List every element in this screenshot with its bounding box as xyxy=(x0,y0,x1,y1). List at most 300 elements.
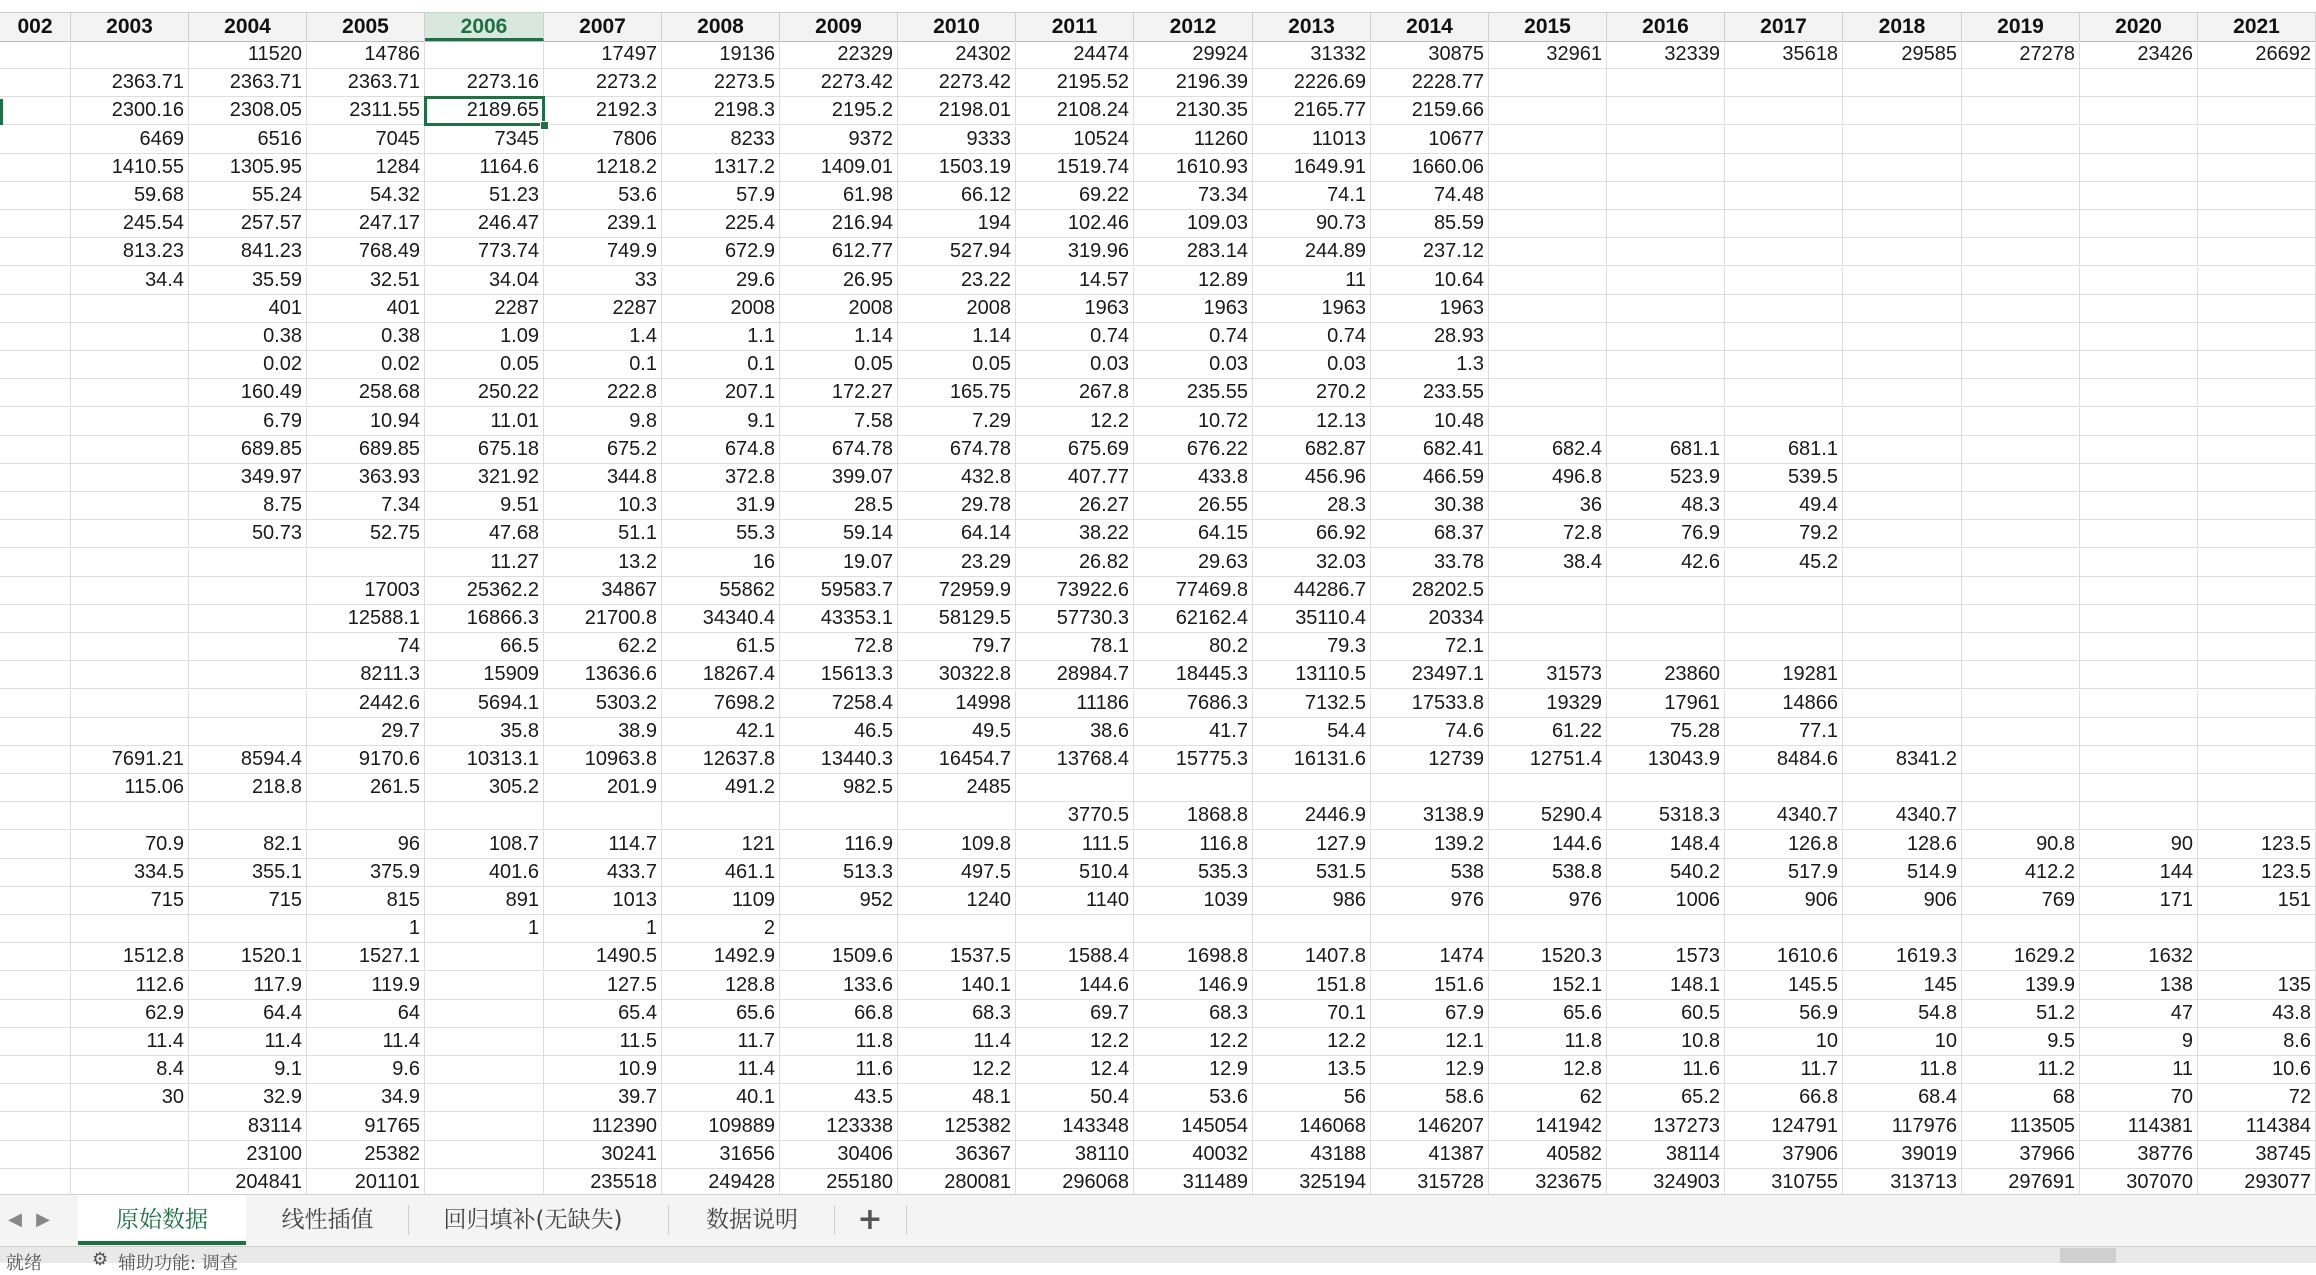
cell[interactable]: 11.7 xyxy=(1725,1056,1843,1084)
cell[interactable]: 25362.2 xyxy=(425,577,544,605)
cell[interactable]: 407.77 xyxy=(1016,464,1134,492)
cell[interactable] xyxy=(71,549,189,577)
cell[interactable]: 1.14 xyxy=(780,323,898,351)
cell[interactable]: 313713 xyxy=(1843,1169,1962,1197)
cell[interactable]: 74.1 xyxy=(1253,182,1371,210)
cell[interactable]: 952 xyxy=(780,887,898,915)
cell[interactable]: 1629.2 xyxy=(1962,943,2080,971)
tab-scroll-right-icon[interactable]: ▶ xyxy=(36,1209,50,1230)
cell[interactable] xyxy=(2080,802,2198,830)
cell[interactable]: 510.4 xyxy=(1016,859,1134,887)
normal-view-button[interactable] xyxy=(2060,1248,2116,1263)
cell[interactable] xyxy=(1962,492,2080,520)
cell[interactable] xyxy=(2198,774,2316,802)
cell[interactable]: 2226.69 xyxy=(1253,69,1371,97)
cell[interactable]: 8594.4 xyxy=(189,746,307,774)
cell[interactable] xyxy=(1725,267,1843,295)
cell[interactable]: 682.87 xyxy=(1253,436,1371,464)
cell[interactable]: 139.2 xyxy=(1371,831,1489,859)
cell[interactable]: 109889 xyxy=(662,1113,780,1141)
cell[interactable]: 138 xyxy=(2080,972,2198,1000)
cell[interactable]: 1409.01 xyxy=(780,154,898,182)
cell[interactable]: 10.6 xyxy=(2198,1056,2316,1084)
cell[interactable]: 1317.2 xyxy=(662,154,780,182)
cell[interactable] xyxy=(1725,69,1843,97)
cell[interactable] xyxy=(1962,520,2080,548)
cell[interactable] xyxy=(1607,351,1725,379)
cell[interactable]: 77469.8 xyxy=(1134,577,1253,605)
cell[interactable]: 66.8 xyxy=(1725,1084,1843,1112)
cell[interactable] xyxy=(1725,126,1843,154)
cell[interactable]: 29924 xyxy=(1134,41,1253,69)
cell[interactable]: 2442.6 xyxy=(307,690,425,718)
cell[interactable]: 194 xyxy=(898,210,1016,238)
cell[interactable] xyxy=(1489,126,1607,154)
cell[interactable] xyxy=(2198,154,2316,182)
cell[interactable]: 11260 xyxy=(1134,126,1253,154)
cell[interactable]: 34.9 xyxy=(307,1084,425,1112)
cell[interactable] xyxy=(1725,238,1843,266)
cell[interactable] xyxy=(1489,577,1607,605)
cell[interactable]: 255180 xyxy=(780,1169,898,1197)
cell[interactable] xyxy=(0,154,71,182)
column-header[interactable]: 2005 xyxy=(307,13,425,41)
cell[interactable]: 12739 xyxy=(1371,746,1489,774)
cell[interactable]: 61.22 xyxy=(1489,718,1607,746)
cell[interactable]: 141942 xyxy=(1489,1113,1607,1141)
cell[interactable] xyxy=(2080,295,2198,323)
cell[interactable]: 69.22 xyxy=(1016,182,1134,210)
cell[interactable]: 68 xyxy=(1962,1084,2080,1112)
cell[interactable]: 0.74 xyxy=(1016,323,1134,351)
cell[interactable] xyxy=(2198,351,2316,379)
tab-data-description[interactable]: 数据说明 xyxy=(706,1207,798,1233)
cell[interactable] xyxy=(2198,690,2316,718)
cell[interactable]: 13440.3 xyxy=(780,746,898,774)
cell[interactable]: 65.6 xyxy=(662,1000,780,1028)
cell[interactable]: 96 xyxy=(307,831,425,859)
cell[interactable] xyxy=(1843,520,1962,548)
cell[interactable]: 250.22 xyxy=(425,379,544,407)
cell[interactable]: 114384 xyxy=(2198,1113,2316,1141)
cell[interactable] xyxy=(1962,379,2080,407)
cell[interactable] xyxy=(2198,182,2316,210)
cell[interactable]: 1573 xyxy=(1607,943,1725,971)
cell[interactable] xyxy=(2080,605,2198,633)
cell[interactable]: 2195.2 xyxy=(780,97,898,125)
cell[interactable]: 9.1 xyxy=(662,408,780,436)
cell[interactable]: 13768.4 xyxy=(1016,746,1134,774)
cell[interactable] xyxy=(1962,323,2080,351)
cell[interactable]: 5303.2 xyxy=(544,690,662,718)
cell[interactable]: 11.4 xyxy=(662,1056,780,1084)
cell[interactable]: 102.46 xyxy=(1016,210,1134,238)
cell[interactable]: 675.69 xyxy=(1016,436,1134,464)
cell[interactable] xyxy=(2080,520,2198,548)
cell[interactable] xyxy=(1843,323,1962,351)
cell[interactable]: 2196.39 xyxy=(1134,69,1253,97)
cell[interactable]: 59.14 xyxy=(780,520,898,548)
cell[interactable]: 16866.3 xyxy=(425,605,544,633)
cell[interactable]: 689.85 xyxy=(189,436,307,464)
cell[interactable]: 7345 xyxy=(425,126,544,154)
cell[interactable] xyxy=(1843,718,1962,746)
cell[interactable] xyxy=(0,718,71,746)
cell[interactable]: 10.3 xyxy=(544,492,662,520)
cell[interactable]: 70 xyxy=(2080,1084,2198,1112)
cell[interactable]: 9.1 xyxy=(189,1056,307,1084)
cell[interactable] xyxy=(1962,718,2080,746)
cell[interactable] xyxy=(189,718,307,746)
cell[interactable]: 1868.8 xyxy=(1134,802,1253,830)
cell[interactable]: 29.63 xyxy=(1134,549,1253,577)
cell[interactable]: 715 xyxy=(189,887,307,915)
cell[interactable]: 28.3 xyxy=(1253,492,1371,520)
cell[interactable]: 116.9 xyxy=(780,831,898,859)
cell[interactable] xyxy=(1843,182,1962,210)
cell[interactable]: 3770.5 xyxy=(1016,802,1134,830)
cell[interactable]: 28.5 xyxy=(780,492,898,520)
cell[interactable]: 67.9 xyxy=(1371,1000,1489,1028)
cell[interactable] xyxy=(0,1169,71,1197)
cell[interactable]: 29.6 xyxy=(662,267,780,295)
cell[interactable] xyxy=(0,1056,71,1084)
cell[interactable]: 126.8 xyxy=(1725,831,1843,859)
cell[interactable] xyxy=(71,1113,189,1141)
cell[interactable]: 0.74 xyxy=(1134,323,1253,351)
column-header[interactable]: 2018 xyxy=(1843,13,1962,41)
cell[interactable]: 143348 xyxy=(1016,1113,1134,1141)
column-header[interactable]: 2014 xyxy=(1371,13,1489,41)
cell[interactable]: 26692 xyxy=(2198,41,2316,69)
cell[interactable]: 2008 xyxy=(662,295,780,323)
tab-regression-fill[interactable]: 回归填补(无缺失) xyxy=(443,1207,623,1233)
cell[interactable] xyxy=(1843,351,1962,379)
cell[interactable]: 247.17 xyxy=(307,210,425,238)
cell[interactable]: 715 xyxy=(71,887,189,915)
cell[interactable]: 1109 xyxy=(662,887,780,915)
cell[interactable] xyxy=(1962,238,2080,266)
cell[interactable]: 319.96 xyxy=(1016,238,1134,266)
cell[interactable] xyxy=(0,492,71,520)
cell[interactable]: 535.3 xyxy=(1134,859,1253,887)
cell[interactable]: 349.97 xyxy=(189,464,307,492)
cell[interactable] xyxy=(0,182,71,210)
cell[interactable]: 160.49 xyxy=(189,379,307,407)
cell[interactable]: 257.57 xyxy=(189,210,307,238)
cell[interactable] xyxy=(425,1056,544,1084)
cell[interactable]: 0.05 xyxy=(780,351,898,379)
cell[interactable]: 47 xyxy=(2080,1000,2198,1028)
cell[interactable]: 90.73 xyxy=(1253,210,1371,238)
cell[interactable]: 531.5 xyxy=(1253,859,1371,887)
cell[interactable]: 12.2 xyxy=(1253,1028,1371,1056)
cell[interactable] xyxy=(1725,323,1843,351)
cell[interactable]: 6.79 xyxy=(189,408,307,436)
cell[interactable]: 1527.1 xyxy=(307,943,425,971)
cell[interactable]: 2311.55 xyxy=(307,97,425,125)
cell[interactable] xyxy=(1489,915,1607,943)
cell[interactable]: 145054 xyxy=(1134,1113,1253,1141)
cell[interactable]: 2192.3 xyxy=(544,97,662,125)
cell[interactable]: 12.2 xyxy=(1016,1028,1134,1056)
cell[interactable]: 31.9 xyxy=(662,492,780,520)
cell[interactable]: 17003 xyxy=(307,577,425,605)
cell[interactable]: 14.57 xyxy=(1016,267,1134,295)
cell[interactable]: 64.15 xyxy=(1134,520,1253,548)
cell[interactable]: 1474 xyxy=(1371,943,1489,971)
cell[interactable]: 401 xyxy=(189,295,307,323)
cell[interactable]: 45.2 xyxy=(1725,549,1843,577)
cell[interactable]: 43353.1 xyxy=(780,605,898,633)
cell[interactable]: 51.2 xyxy=(1962,1000,2080,1028)
cell[interactable] xyxy=(189,633,307,661)
cell[interactable]: 11 xyxy=(1253,267,1371,295)
cell[interactable] xyxy=(2080,492,2198,520)
cell[interactable] xyxy=(189,549,307,577)
cell[interactable]: 116.8 xyxy=(1134,831,1253,859)
cell[interactable]: 11013 xyxy=(1253,126,1371,154)
cell[interactable]: 5290.4 xyxy=(1489,802,1607,830)
cell[interactable]: 72.8 xyxy=(1489,520,1607,548)
cell[interactable]: 538.8 xyxy=(1489,859,1607,887)
cell[interactable]: 399.07 xyxy=(780,464,898,492)
cell[interactable]: 52.75 xyxy=(307,520,425,548)
cell[interactable]: 1284 xyxy=(307,154,425,182)
cell[interactable] xyxy=(1962,774,2080,802)
cell[interactable]: 235518 xyxy=(544,1169,662,1197)
cell[interactable] xyxy=(1962,182,2080,210)
cell[interactable] xyxy=(71,464,189,492)
cell[interactable]: 32.03 xyxy=(1253,549,1371,577)
page-break-view-button[interactable] xyxy=(2200,1248,2256,1263)
cell[interactable]: 0.38 xyxy=(307,323,425,351)
cell[interactable]: 30.38 xyxy=(1371,492,1489,520)
cell[interactable]: 40582 xyxy=(1489,1141,1607,1169)
cell[interactable] xyxy=(2080,408,2198,436)
cell[interactable]: 11.2 xyxy=(1962,1056,2080,1084)
cell[interactable]: 10.48 xyxy=(1371,408,1489,436)
cell[interactable]: 0.38 xyxy=(189,323,307,351)
cell[interactable]: 2108.24 xyxy=(1016,97,1134,125)
cell[interactable] xyxy=(0,267,71,295)
cell[interactable] xyxy=(780,915,898,943)
cell[interactable]: 2198.01 xyxy=(898,97,1016,125)
cell[interactable] xyxy=(307,802,425,830)
cell[interactable]: 8341.2 xyxy=(1843,746,1962,774)
cell[interactable]: 539.5 xyxy=(1725,464,1843,492)
cell[interactable]: 23497.1 xyxy=(1371,661,1489,689)
cell[interactable]: 9333 xyxy=(898,126,1016,154)
cell[interactable]: 56 xyxy=(1253,1084,1371,1112)
cell[interactable]: 139.9 xyxy=(1962,972,2080,1000)
cell[interactable]: 7132.5 xyxy=(1253,690,1371,718)
cell[interactable] xyxy=(1725,295,1843,323)
cell[interactable]: 21700.8 xyxy=(544,605,662,633)
cell[interactable]: 124791 xyxy=(1725,1113,1843,1141)
cell[interactable] xyxy=(2198,661,2316,689)
cell[interactable]: 2363.71 xyxy=(189,69,307,97)
column-header[interactable]: 2004 xyxy=(189,13,307,41)
cell[interactable]: 65.2 xyxy=(1607,1084,1725,1112)
cell[interactable]: 144.6 xyxy=(1489,831,1607,859)
cell[interactable]: 148.1 xyxy=(1607,972,1725,1000)
cell[interactable]: 681.1 xyxy=(1607,436,1725,464)
cell[interactable]: 5694.1 xyxy=(425,690,544,718)
cell[interactable]: 10.9 xyxy=(544,1056,662,1084)
cell[interactable]: 12.13 xyxy=(1253,408,1371,436)
cell[interactable]: 527.94 xyxy=(898,238,1016,266)
cell[interactable]: 5318.3 xyxy=(1607,802,1725,830)
cell[interactable]: 1.09 xyxy=(425,323,544,351)
cell[interactable]: 2273.5 xyxy=(662,69,780,97)
cell[interactable]: 30406 xyxy=(780,1141,898,1169)
cell[interactable] xyxy=(0,295,71,323)
cell[interactable] xyxy=(71,492,189,520)
cell[interactable]: 513.3 xyxy=(780,859,898,887)
cell[interactable] xyxy=(425,1169,544,1197)
cell[interactable] xyxy=(1607,323,1725,351)
cell[interactable] xyxy=(71,436,189,464)
cell[interactable]: 1698.8 xyxy=(1134,943,1253,971)
cell[interactable]: 38.9 xyxy=(544,718,662,746)
cell[interactable]: 73922.6 xyxy=(1016,577,1134,605)
cell[interactable]: 325194 xyxy=(1253,1169,1371,1197)
cell[interactable]: 1 xyxy=(544,915,662,943)
cell[interactable]: 12.89 xyxy=(1134,267,1253,295)
cell[interactable]: 38745 xyxy=(2198,1141,2316,1169)
cell[interactable]: 26.27 xyxy=(1016,492,1134,520)
cell[interactable]: 24474 xyxy=(1016,41,1134,69)
cell[interactable]: 112.6 xyxy=(71,972,189,1000)
cell[interactable] xyxy=(2198,267,2316,295)
cell[interactable]: 17497 xyxy=(544,41,662,69)
cell[interactable]: 34.04 xyxy=(425,267,544,295)
cell[interactable]: 51.23 xyxy=(425,182,544,210)
cell[interactable]: 2308.05 xyxy=(189,97,307,125)
column-header[interactable]: 2017 xyxy=(1725,13,1843,41)
cell[interactable] xyxy=(1607,379,1725,407)
cell[interactable]: 11.4 xyxy=(307,1028,425,1056)
cell[interactable]: 14866 xyxy=(1725,690,1843,718)
cell[interactable] xyxy=(0,1084,71,1112)
cell[interactable]: 73.34 xyxy=(1134,182,1253,210)
cell[interactable]: 1610.93 xyxy=(1134,154,1253,182)
cell[interactable]: 1.4 xyxy=(544,323,662,351)
cell[interactable]: 26.95 xyxy=(780,267,898,295)
cell[interactable]: 66.12 xyxy=(898,182,1016,210)
cell[interactable]: 11.8 xyxy=(780,1028,898,1056)
cell[interactable]: 433.7 xyxy=(544,859,662,887)
cell[interactable] xyxy=(1725,577,1843,605)
cell[interactable]: 283.14 xyxy=(1134,238,1253,266)
cell[interactable] xyxy=(0,915,71,943)
cell[interactable]: 55.24 xyxy=(189,182,307,210)
cell[interactable]: 123.5 xyxy=(2198,831,2316,859)
cell[interactable] xyxy=(1134,774,1253,802)
cell[interactable] xyxy=(2080,690,2198,718)
cell[interactable]: 4340.7 xyxy=(1843,802,1962,830)
cell[interactable]: 144 xyxy=(2080,859,2198,887)
cell[interactable]: 50.4 xyxy=(1016,1084,1134,1112)
cell[interactable] xyxy=(1607,97,1725,125)
cell[interactable] xyxy=(2080,210,2198,238)
cell[interactable]: 681.1 xyxy=(1725,436,1843,464)
cell[interactable]: 12.2 xyxy=(1134,1028,1253,1056)
cell[interactable]: 15909 xyxy=(425,661,544,689)
cell[interactable]: 0.1 xyxy=(662,351,780,379)
cell[interactable]: 12.9 xyxy=(1371,1056,1489,1084)
cell[interactable]: 48.3 xyxy=(1607,492,1725,520)
cell[interactable]: 216.94 xyxy=(780,210,898,238)
cell[interactable]: 148.4 xyxy=(1607,831,1725,859)
cell[interactable] xyxy=(2080,718,2198,746)
cell[interactable]: 11.6 xyxy=(1607,1056,1725,1084)
cell[interactable] xyxy=(2198,577,2316,605)
cell[interactable]: 72.8 xyxy=(780,633,898,661)
column-header[interactable]: 2008 xyxy=(662,13,780,41)
cell[interactable]: 321.92 xyxy=(425,464,544,492)
cell[interactable]: 676.22 xyxy=(1134,436,1253,464)
cell[interactable]: 2159.66 xyxy=(1371,97,1489,125)
cell[interactable] xyxy=(2080,69,2198,97)
cell[interactable]: 538 xyxy=(1371,859,1489,887)
cell[interactable]: 35.8 xyxy=(425,718,544,746)
cell[interactable]: 12637.8 xyxy=(662,746,780,774)
cell[interactable] xyxy=(1725,633,1843,661)
cell[interactable] xyxy=(2080,436,2198,464)
cell[interactable] xyxy=(71,1169,189,1197)
cell[interactable]: 1649.91 xyxy=(1253,154,1371,182)
cell[interactable]: 1537.5 xyxy=(898,943,1016,971)
cell[interactable] xyxy=(1843,210,1962,238)
cell[interactable]: 12.2 xyxy=(898,1056,1016,1084)
cell[interactable]: 117976 xyxy=(1843,1113,1962,1141)
cell[interactable]: 1.3 xyxy=(1371,351,1489,379)
cell[interactable] xyxy=(2080,379,2198,407)
cell[interactable] xyxy=(1607,577,1725,605)
cell[interactable] xyxy=(1725,210,1843,238)
cell[interactable] xyxy=(1489,97,1607,125)
cell[interactable]: 8.4 xyxy=(71,1056,189,1084)
cell[interactable]: 261.5 xyxy=(307,774,425,802)
cell[interactable]: 246.47 xyxy=(425,210,544,238)
cell[interactable]: 29.7 xyxy=(307,718,425,746)
cell[interactable]: 2273.16 xyxy=(425,69,544,97)
cell[interactable] xyxy=(2198,464,2316,492)
cell[interactable] xyxy=(2198,408,2316,436)
cell[interactable]: 32961 xyxy=(1489,41,1607,69)
cell[interactable]: 64.4 xyxy=(189,1000,307,1028)
cell[interactable] xyxy=(189,577,307,605)
cell[interactable] xyxy=(1607,915,1725,943)
cell[interactable]: 145 xyxy=(1843,972,1962,1000)
cell[interactable]: 2130.35 xyxy=(1134,97,1253,125)
cell[interactable] xyxy=(189,605,307,633)
cell[interactable] xyxy=(189,915,307,943)
cell[interactable] xyxy=(189,661,307,689)
cell[interactable]: 172.27 xyxy=(780,379,898,407)
cell[interactable] xyxy=(1843,379,1962,407)
cell[interactable]: 976 xyxy=(1489,887,1607,915)
cell[interactable]: 35.59 xyxy=(189,267,307,295)
cell[interactable]: 137273 xyxy=(1607,1113,1725,1141)
cell[interactable]: 57730.3 xyxy=(1016,605,1134,633)
cell[interactable]: 813.23 xyxy=(71,238,189,266)
cell[interactable] xyxy=(2080,267,2198,295)
cell[interactable]: 412.2 xyxy=(1962,859,2080,887)
cell[interactable]: 31656 xyxy=(662,1141,780,1169)
